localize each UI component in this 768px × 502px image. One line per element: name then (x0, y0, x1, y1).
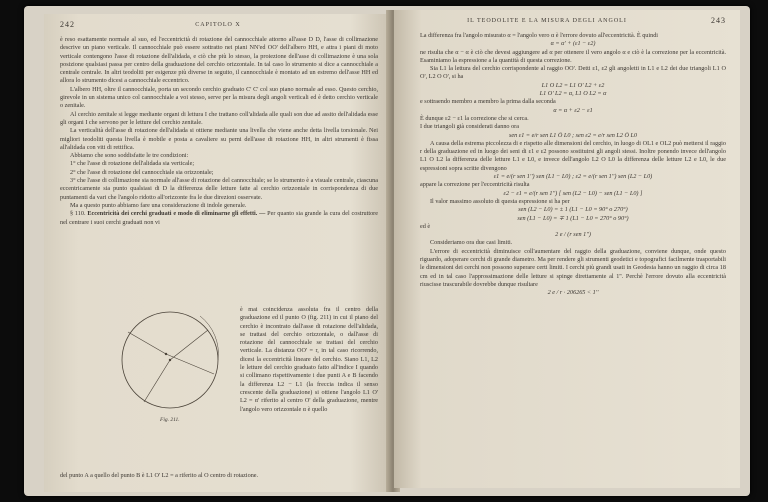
left-page (44, 14, 392, 492)
equation-5: ε1 = e/(r sen 1'') sen (L1 − L0) ; ε2 = e/(r sen 1'') sen (L2 − L0) (493, 173, 653, 181)
left-body-top (60, 36, 378, 227)
condition-3: 3° che l'asse di collimazione sia normale all'asse di rotazione del cannocchiale; se lo strumento è a visuale centrale, ciascuna eccentricamente sia punto qualsiasi di D la differenza delle letture fatte al cerchio orizzontale in corrispondenza di due puntamenti da vari che l'angolo ridotto all'orizzonte fra le due direzioni osservate. (60, 177, 378, 201)
right-running-title: IL TEODOLITE E LA MISURA DEGLI ANGOLI (467, 18, 627, 24)
left-footer-line: del punto A a quello del punto B è L1 O' L2 = a riferito al O centro di rotazione. (60, 472, 259, 479)
equation-9: 2 e / r · 206265 < 1'' (547, 289, 599, 297)
right-p12: L'errore di eccentricità diminuisce coll'aumentare del raggio della graduazione, conviene dunque, onde questo riguardo, adoperare cerchi di grande diametro. Ma per rendere gli strumenti geodetici e topografici facilmente trasportabili le dimensioni dei cerchi non possono superare certi limiti. I cerchi più grandi usati in Geodesia hanno un raggio di circa 18 cm ed in tal caso l'approssimazione delle letture si spinge direttamente al 1''. Perchè l'errore dovuto alla eccentricità riuscisse trascurabile dovrebbe dunque risultare (420, 247, 726, 288)
right-p7: A causa della estrema piccolezza di e rispetto alle dimensioni del cerchio, in luogo di OL1 e OL2 può mettersi il raggio r della graduazione ed in luogo dei seni di ε1 e ε2 possono sostituirsi gli angoli stessi. Inoltre ponendo invece dell'angolo L1 O L2 la differenza delle letture L1 e L0, e invece dell'angolo L2 O L0 la differenza delle letture L2 e L0, le due espressioni sopra scritte divengono (420, 139, 726, 172)
right-page (394, 10, 740, 488)
left-paragraph-2: L'albero HH, oltre il cannocchiale, porta un secondo cerchio graduato C' C' col suo piano normale ad esso. Questo cerchio, girevole in un sistema unico col cannocchiale a voi stesso, serve per la misura degli angoli verticali ed è detto cerchio verticale o zenitale. (60, 85, 378, 110)
equation-2a: L1 O L2 = L1 O' L2 + ε2 (541, 81, 605, 89)
section-heading (60, 210, 378, 227)
figure-caption: Fig. 211. (160, 417, 180, 423)
right-p8: appare la correzione per l'eccentricità risulta (420, 181, 530, 189)
eccentricity-figure (104, 304, 244, 414)
left-page-header (44, 20, 392, 32)
right-page-header (394, 16, 740, 28)
right-page-number: 243 (711, 16, 726, 25)
left-wrap-text: è mai coincidenza assoluta fra il centro della graduazione ed il punto O (fig. 211) in cui il piano del cerchio è incontrato dall'asse di rotazione dell'alidada, se trattasi del cerchio orizzontale, o dall'asse di rotazione del cannocchiale se trattasi del cerchio verticale. La distanza OO' = r, in tal caso ricorrendo, dicesi la eccentricità lineare del cerchio. Siano L1, L2 le letture del cerchio graduato fatto all'indice I quando si collimano rispettivamente i due punti A e B facendo la differenza L2 − L1 (la freccia indica il senso crescente della graduazione) si ottiene l'angolo L1 O' L2 = α' riferito al centro O' della graduazione, mentre l'angolo vero orizzontale α è quello (240, 306, 378, 413)
right-p3: Sia L1 la lettura del cerchio corrispondente al raggio OO'. Detti ε1, ε2 gli angoletti in L1 e L2 dei due triangoli L1 O O', L2 O O', si ha (420, 65, 726, 81)
right-p2: ne risulta che α − α è ciò che devesi aggiungere ad α per ottenere il vero angolo α e ciò è la correzione per la eccentricità. Esaminiamo la espressione a la quantità di questa correzione. (420, 48, 726, 64)
equation-2b: L1 O' L2 = α, L1 O L2 = α (539, 90, 607, 98)
section-title: Eccentricità dei cerchi graduati e modo di eliminarne gli effetti. — (87, 210, 266, 218)
equation-6: ε2 − ε1 = e/(r sen 1'') [ sen (L2 − L0) − sen (L1 − L0) ] (503, 189, 643, 197)
equation-7a: sen (L2 − L0) = ± 1 (L1 − L0 = 90° o 270°) (518, 206, 628, 214)
equation-8: 2 e / (r sen 1'') (555, 231, 591, 239)
right-p1: La differenza fra l'angolo misurato α = l'angolo vero α è l'errore dovuto all'eccentricità. È quindi (420, 32, 659, 39)
section-number: § 110. (70, 210, 86, 218)
right-p6: I due triangoli già considerati danno ora (420, 123, 519, 131)
right-p11: Consideriamo ora due casi limiti. (430, 239, 513, 247)
left-paragraph-4: La verticalità dell'asse di rotazione dell'alidada si ottiene mediante una livella che viene anche detta livella torsionale. Nei migliori teodoliti questa livella è mobile e posta a cavaliere su perni dell'asse di rotazione HH, in altri strumenti è fissa all'alidada con viti di rettifica. (60, 127, 378, 151)
section-intro: Per quanto sia grande la cura del costruttore nel centrare i suoi cerchi graduati non vi (60, 210, 378, 226)
right-p5: È dunque ε2 − ε1 la correzione che si cerca. (420, 114, 529, 122)
left-paragraph-3: Al cerchio zenitale si legge mediante organi di lettura I che trattano coll'alidada alle quali son due ad assito dell'alidada esse gli organi I che servono per le letture del cerchio zenitale. (60, 110, 378, 126)
condition-1: 1° che l'asse di rotazione dell'alidada sia verticale; (70, 160, 195, 168)
left-page-number: 242 (60, 20, 75, 29)
equation-4: sen ε1 = e/r sen L1 Ō L0 ; sen ε2 = e/r sen L2 Ō L0 (508, 131, 638, 139)
equation-3: α = α + ε2 − ε1 (553, 106, 593, 114)
right-p10: ed è (420, 222, 431, 230)
left-paragraph-5: Abbiamo che sono soddisfatte le tre condizioni: (70, 152, 189, 160)
equation-1: α = α' + (ε1 − ε2) (550, 40, 596, 48)
left-paragraph-1: è reso esattamente normale al suo, ed l'eccentricità di rotazione del cannocchiale attorno all'asse D D, l'asse di collimazione descrive un piano verticale. Il cannocchiale può essere sottratto nei piani NN'ed OO' dell'albero HH, e attra i piani di moto verticale contengono l'asse di rotazione dell'alidada, e ciò che più lo stesso, la proiezione dell'asse di collimazione è una sola posizione qualsiasi passa per centro della graduazione del cerchio orizzontale. In tal caso lo strumento si dice a cannocchiale a centrale centrale. In altri teodoliti per esigenze più diverse in seguito, il cannocchiale è montato ad un estremo dell'asse HH ed allora lo strumento dicesi a cannocchiale eccentrico. (60, 36, 378, 85)
condition-2: 2° che l'asse di rotazione del cannocchiale sia orizzontale; (70, 168, 214, 176)
right-body (420, 32, 726, 298)
right-p9: Il valor massimo assoluto di questa espressione si ha per (430, 197, 570, 205)
left-paragraph-6: Ma a questo punto abbiamo fare una considerazione di indole generale. (70, 201, 247, 209)
right-p4: e sottraendo membro a membro la prima dalla seconda (420, 98, 556, 106)
left-running-title: CAPITOLO X (195, 22, 241, 28)
equation-7b: sen (L1 − L0) = ∓ 1 (L1 − L0 = 270° o 90°) (517, 214, 629, 222)
